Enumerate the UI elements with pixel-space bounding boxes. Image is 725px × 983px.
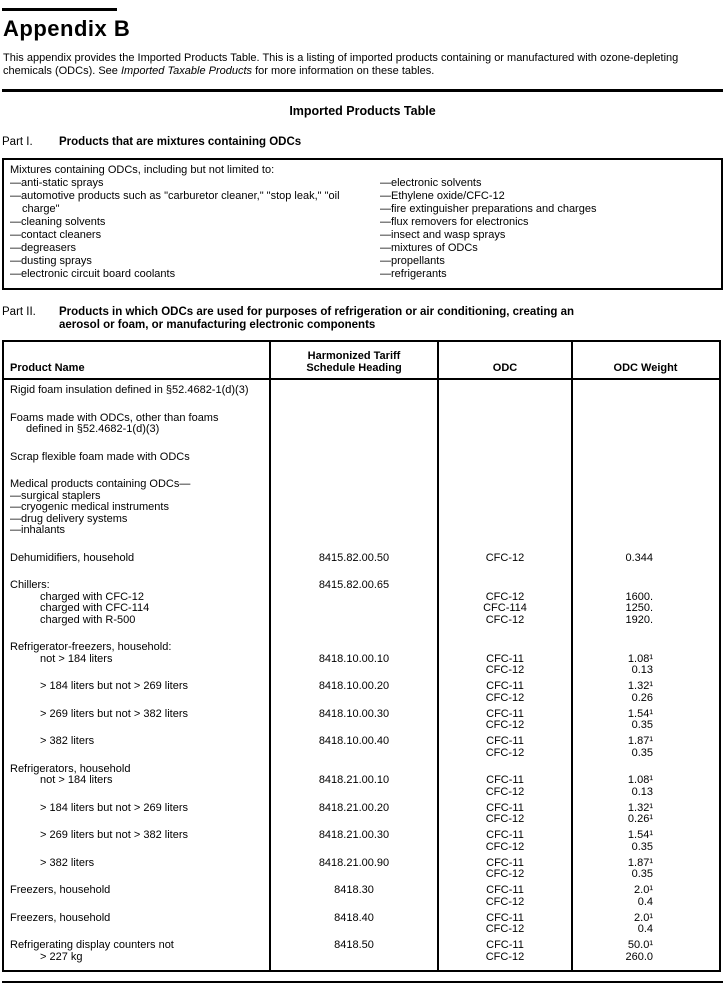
odc-cell bbox=[438, 830, 572, 853]
list-item: —mixtures of ODCs bbox=[380, 242, 478, 254]
product-line: charged with CFC-12 bbox=[40, 590, 144, 603]
table-row bbox=[4, 709, 719, 732]
table-row bbox=[4, 913, 719, 936]
mixtures-list-right bbox=[380, 177, 715, 281]
list-item: —flux removers for electronics bbox=[380, 216, 529, 228]
odc-cell bbox=[438, 413, 572, 436]
weight-cell bbox=[572, 803, 719, 826]
odc-cell bbox=[438, 913, 572, 936]
weight-value: 1250. bbox=[625, 602, 653, 614]
odc-cell bbox=[438, 385, 572, 397]
hts-value: 8415.82.00.65 bbox=[318, 579, 390, 591]
product-line: Refrigerators, household bbox=[10, 762, 131, 775]
product-line: > 382 liters bbox=[40, 735, 95, 747]
document-page bbox=[0, 8, 725, 983]
odc-value: CFC-11 bbox=[486, 884, 524, 896]
odc-cell bbox=[438, 642, 572, 677]
list-item: —insect and wasp sprays bbox=[380, 229, 506, 241]
product-line: > 184 liters but not > 269 liters bbox=[40, 680, 188, 692]
odc-value: CFC-12 bbox=[485, 664, 525, 676]
odc-cell bbox=[438, 452, 572, 464]
weight-value: 1.54¹ bbox=[627, 707, 653, 720]
product-line: > 269 liters but not > 382 liters bbox=[40, 707, 188, 720]
header-label: ODC Weight bbox=[613, 362, 678, 374]
hts-cell bbox=[270, 479, 438, 537]
column-divider bbox=[269, 342, 271, 970]
hts-value: 8418.21.00.20 bbox=[318, 801, 390, 814]
weight-value: 0.4 bbox=[637, 895, 653, 908]
hts-cell bbox=[270, 803, 438, 826]
product-line: > 184 liters but not > 269 liters bbox=[40, 801, 188, 814]
product-cell bbox=[4, 681, 270, 704]
odc-value: CFC-12 bbox=[485, 813, 525, 825]
table-row bbox=[4, 830, 719, 853]
odc-cell bbox=[438, 858, 572, 881]
odc-value: CFC-11 bbox=[486, 652, 524, 665]
table-row bbox=[4, 452, 719, 464]
weight-value: 0.13 bbox=[631, 664, 653, 676]
header-label: Harmonized Tariff bbox=[307, 350, 401, 362]
weight-value: 0.26 bbox=[631, 691, 653, 704]
product-line: Chillers: bbox=[10, 579, 50, 591]
product-cell bbox=[4, 452, 270, 464]
hts-value bbox=[270, 642, 438, 654]
odc-value: CFC-11 bbox=[486, 680, 524, 692]
weight-cell bbox=[572, 764, 719, 799]
list-item: —fire extinguisher preparations and charges bbox=[380, 203, 597, 215]
table-row bbox=[4, 553, 719, 565]
product-cell bbox=[4, 830, 270, 853]
weight-cell bbox=[572, 413, 719, 436]
product-line: Dehumidifiers, household bbox=[10, 551, 135, 564]
hts-value: 8418.10.00.20 bbox=[318, 680, 390, 692]
column-divider bbox=[571, 342, 573, 970]
header-cell-odc bbox=[438, 342, 572, 378]
weight-cell bbox=[572, 940, 719, 963]
odc-value: CFC-12 bbox=[485, 950, 525, 963]
hts-value: 8418.10.00.10 bbox=[318, 652, 390, 665]
product-line: —surgical staplers bbox=[10, 489, 101, 502]
table-row bbox=[4, 736, 719, 759]
product-line: > 227 kg bbox=[40, 950, 83, 963]
hts-cell bbox=[270, 553, 438, 565]
product-cell bbox=[4, 580, 270, 626]
product-line: > 269 liters but not > 382 liters bbox=[40, 829, 188, 841]
intro-text-2: for more information on these tables. bbox=[252, 65, 435, 77]
weight-value bbox=[572, 642, 719, 654]
weight-cell bbox=[572, 913, 719, 936]
list-item: —electronic solvents bbox=[380, 177, 482, 189]
odc-value: CFC-12 bbox=[485, 785, 525, 798]
part1-box bbox=[2, 158, 723, 290]
table-row bbox=[4, 681, 719, 704]
product-cell bbox=[4, 913, 270, 936]
weight-cell bbox=[572, 642, 719, 677]
weight-value: 0.344 bbox=[625, 551, 653, 564]
odc-cell bbox=[438, 764, 572, 799]
odc-value: CFC-11 bbox=[486, 829, 524, 841]
weight-value: 1.08¹ bbox=[627, 774, 653, 786]
hts-value: 8418.21.00.90 bbox=[318, 856, 390, 869]
odc-value bbox=[438, 580, 572, 592]
list-item: —refrigerants bbox=[380, 268, 447, 280]
hts-cell bbox=[270, 452, 438, 464]
part2-heading-row bbox=[2, 306, 723, 332]
part2-heading-line2: aerosol or foam, or manufacturing electronic components bbox=[59, 319, 376, 331]
product-line: Rigid foam insulation defined in §52.4682-1(d)(3) bbox=[10, 384, 249, 396]
hts-cell bbox=[270, 642, 438, 677]
odc-value: CFC-11 bbox=[486, 939, 524, 951]
weight-value: 1.54¹ bbox=[627, 829, 653, 841]
part2-heading bbox=[59, 306, 684, 332]
weight-cell bbox=[572, 736, 719, 759]
weight-value: 1600. bbox=[625, 590, 653, 603]
weight-value: 50.0¹ bbox=[627, 939, 653, 951]
hts-cell bbox=[270, 580, 438, 626]
odc-value: CFC-12 bbox=[485, 590, 525, 603]
odc-value: CFC-12 bbox=[485, 746, 525, 759]
list-item: —contact cleaners bbox=[10, 229, 102, 241]
intro-paragraph bbox=[3, 52, 720, 78]
mixtures-intro: Mixtures containing ODCs, including but not limited to: bbox=[10, 164, 275, 176]
list-item: —Ethylene oxide/CFC-12 bbox=[380, 190, 505, 202]
weight-value: 1.87¹ bbox=[627, 735, 653, 747]
list-item: —propellants bbox=[380, 255, 445, 267]
weight-value bbox=[572, 580, 719, 592]
odc-cell bbox=[438, 709, 572, 732]
odc-value: CFC-12 bbox=[485, 895, 525, 908]
hts-cell bbox=[270, 385, 438, 397]
mixtures-list-left bbox=[10, 177, 380, 281]
product-line: Medical products containing ODCs— bbox=[10, 478, 191, 490]
table-header-row bbox=[4, 342, 719, 380]
odc-value: CFC-12 bbox=[485, 691, 525, 704]
list-item: —anti-static sprays bbox=[10, 177, 104, 189]
odc-value: CFC-11 bbox=[486, 735, 524, 747]
product-line: —inhalants bbox=[10, 524, 66, 536]
mixtures-columns bbox=[10, 177, 715, 281]
odc-value: CFC-12 bbox=[485, 719, 525, 731]
table-row bbox=[4, 803, 719, 826]
header-label: Schedule Heading bbox=[306, 362, 402, 374]
header-cell-product-name bbox=[4, 342, 270, 378]
weight-value: 2.0¹ bbox=[634, 911, 653, 924]
table-row bbox=[4, 413, 719, 436]
weight-cell bbox=[572, 681, 719, 704]
weight-value: 0.35 bbox=[631, 719, 653, 731]
weight-value: 1920. bbox=[625, 613, 653, 626]
appendix-title: Appendix B bbox=[3, 16, 131, 41]
hts-value: 8418.30 bbox=[334, 884, 374, 896]
product-line: —drug delivery systems bbox=[10, 512, 128, 525]
product-line: Scrap flexible foam made with ODCs bbox=[10, 450, 190, 463]
list-item: —dusting sprays bbox=[10, 255, 92, 267]
weight-value: 1.87¹ bbox=[627, 856, 653, 869]
table-title: Imported Products Table bbox=[289, 104, 436, 118]
top-rule bbox=[2, 8, 117, 11]
list-item: —degreasers bbox=[10, 242, 77, 254]
part2-heading-line1: Products in which ODCs are used for purposes of refrigeration or air conditioning, creating an bbox=[59, 306, 575, 318]
part1-label: Part I. bbox=[2, 136, 33, 148]
odc-value: CFC-114 bbox=[483, 602, 527, 614]
table-row bbox=[4, 858, 719, 881]
header-cell-hts bbox=[270, 342, 438, 378]
table-row bbox=[4, 885, 719, 908]
odc-cell bbox=[438, 479, 572, 537]
column-divider bbox=[437, 342, 439, 970]
hts-cell bbox=[270, 940, 438, 963]
odc-cell bbox=[438, 736, 572, 759]
product-cell bbox=[4, 479, 270, 537]
product-cell bbox=[4, 803, 270, 826]
product-cell bbox=[4, 858, 270, 881]
weight-value: 1.08¹ bbox=[627, 652, 653, 665]
hts-cell bbox=[270, 913, 438, 936]
hts-value: 8418.10.00.30 bbox=[318, 707, 390, 720]
weight-value: 1.32¹ bbox=[627, 801, 653, 814]
hts-cell bbox=[270, 830, 438, 853]
weight-cell bbox=[572, 885, 719, 908]
table-row bbox=[4, 479, 719, 537]
product-line: not > 184 liters bbox=[40, 652, 113, 665]
hts-value: 8415.82.00.50 bbox=[318, 551, 390, 564]
hts-value: 8418.10.00.40 bbox=[318, 735, 390, 747]
product-cell bbox=[4, 642, 270, 677]
product-cell bbox=[4, 736, 270, 759]
odc-value: CFC-11 bbox=[486, 911, 524, 924]
hts-cell bbox=[270, 764, 438, 799]
product-line: —cryogenic medical instruments bbox=[10, 501, 169, 513]
table-row bbox=[4, 385, 719, 397]
header-cell-odc-weight bbox=[572, 342, 719, 378]
weight-value: 260.0 bbox=[625, 950, 653, 963]
weight-cell bbox=[572, 858, 719, 881]
weight-value: 0.35 bbox=[631, 840, 653, 853]
weight-cell bbox=[572, 452, 719, 464]
hts-cell bbox=[270, 681, 438, 704]
product-cell bbox=[4, 709, 270, 732]
intro-italic-reference: Imported Taxable Products bbox=[120, 65, 253, 77]
odc-value: CFC-11 bbox=[486, 707, 524, 720]
product-line: charged with R-500 bbox=[40, 613, 136, 626]
header-label: Product Name bbox=[10, 362, 85, 374]
list-item: —electronic circuit board coolants bbox=[10, 268, 176, 280]
product-cell bbox=[4, 764, 270, 799]
odc-value bbox=[438, 642, 572, 654]
product-line: > 382 liters bbox=[40, 856, 95, 869]
odc-value: CFC-11 bbox=[486, 774, 524, 786]
product-cell bbox=[4, 413, 270, 436]
weight-value: 0.35 bbox=[631, 868, 653, 880]
weight-cell bbox=[572, 553, 719, 565]
part1-heading-row bbox=[2, 136, 723, 149]
hts-value: 8418.40 bbox=[334, 911, 374, 924]
product-line: charged with CFC-114 bbox=[40, 602, 150, 614]
weight-value: 0.26¹ bbox=[627, 813, 653, 825]
odc-value: CFC-12 bbox=[485, 923, 525, 935]
table-row bbox=[4, 642, 719, 677]
odc-value: CFC-12 bbox=[485, 551, 525, 564]
hts-value: 8418.50 bbox=[334, 939, 374, 951]
product-line: not > 184 liters bbox=[40, 774, 113, 786]
odc-value: CFC-11 bbox=[486, 856, 524, 869]
hts-cell bbox=[270, 885, 438, 908]
products-table bbox=[2, 340, 721, 972]
weight-cell bbox=[572, 580, 719, 626]
weight-value: 0.4 bbox=[637, 923, 653, 935]
list-item: —cleaning solvents bbox=[10, 216, 106, 228]
hts-value: 8418.21.00.30 bbox=[318, 829, 390, 841]
odc-value: CFC-12 bbox=[485, 613, 525, 626]
part2-label: Part II. bbox=[2, 306, 36, 318]
weight-cell bbox=[572, 385, 719, 397]
product-cell bbox=[4, 885, 270, 908]
product-line: Refrigerating display counters not bbox=[10, 939, 174, 951]
odc-cell bbox=[438, 681, 572, 704]
product-cell bbox=[4, 940, 270, 963]
weight-value: 1.32¹ bbox=[627, 680, 653, 692]
product-line: defined in §52.4682-1(d)(3) bbox=[26, 423, 160, 435]
weight-cell bbox=[572, 709, 719, 732]
weight-cell bbox=[572, 479, 719, 537]
product-line: Refrigerator-freezers, household: bbox=[10, 641, 172, 653]
product-line: Freezers, household bbox=[10, 911, 111, 924]
table-row bbox=[4, 940, 719, 963]
hts-cell bbox=[270, 736, 438, 759]
hts-value: 8418.21.00.10 bbox=[318, 774, 390, 786]
odc-cell bbox=[438, 553, 572, 565]
part1-heading: Products that are mixtures containing ODCs bbox=[59, 136, 302, 148]
weight-value: 0.13 bbox=[631, 785, 653, 798]
list-item: —automotive products such as "carburetor cleaner," "stop leak," "oil charge" bbox=[10, 190, 340, 215]
product-line: Foams made with ODCs, other than foams bbox=[10, 411, 219, 424]
odc-cell bbox=[438, 803, 572, 826]
odc-value: CFC-12 bbox=[485, 868, 525, 880]
odc-cell bbox=[438, 940, 572, 963]
odc-value: CFC-12 bbox=[485, 840, 525, 853]
header-label: ODC bbox=[492, 362, 518, 374]
hts-cell bbox=[270, 413, 438, 436]
table-row bbox=[4, 764, 719, 799]
weight-cell bbox=[572, 830, 719, 853]
table-row bbox=[4, 580, 719, 626]
odc-value: CFC-11 bbox=[486, 801, 524, 814]
product-cell bbox=[4, 385, 270, 397]
weight-value: 2.0¹ bbox=[634, 884, 653, 896]
hts-cell bbox=[270, 858, 438, 881]
intro-text-1: This appendix provides the Imported Products Table. This is a listing of imported products containing or manufactured with ozone-depleting chemicals (ODCs). See bbox=[3, 52, 679, 77]
table-body bbox=[4, 380, 719, 970]
odc-cell bbox=[438, 885, 572, 908]
product-cell bbox=[4, 553, 270, 565]
odc-cell bbox=[438, 580, 572, 626]
hts-cell bbox=[270, 709, 438, 732]
section-divider-rule bbox=[2, 89, 723, 92]
product-line: Freezers, household bbox=[10, 884, 111, 896]
weight-value: 0.35 bbox=[631, 746, 653, 759]
